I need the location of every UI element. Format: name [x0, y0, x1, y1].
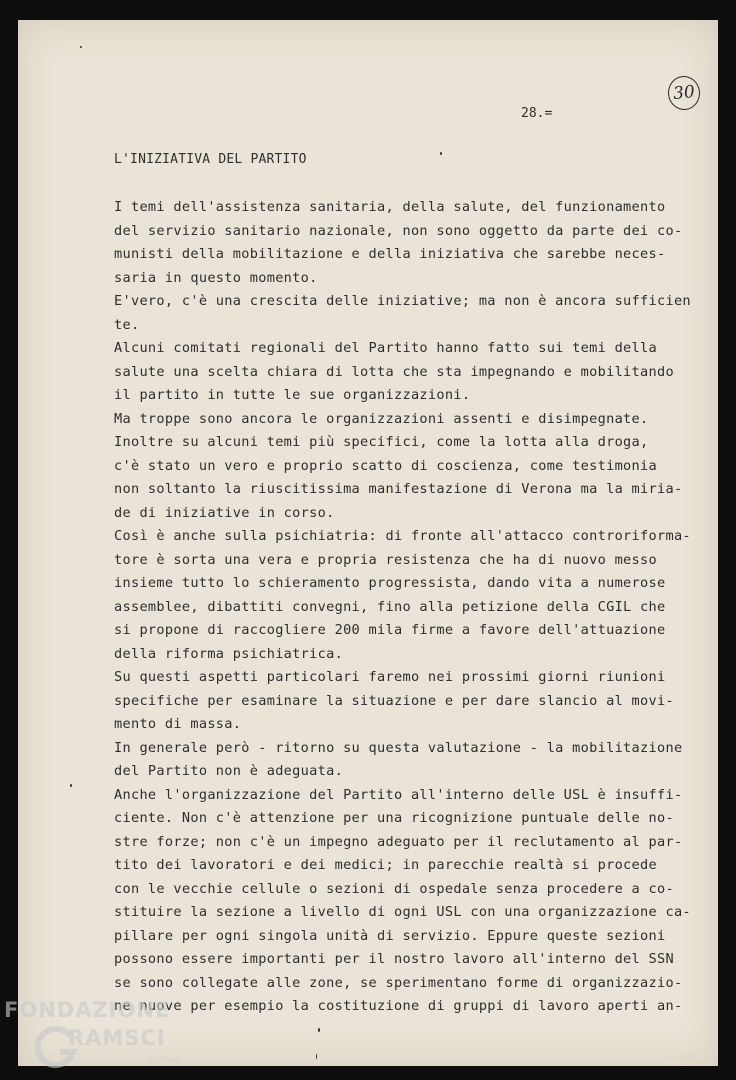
text-line: Anche l'organizzazione del Partito all'interno delle USL è insuffi-: [114, 786, 683, 803]
ink-speck: [440, 152, 442, 155]
text-line: Ma troppe sono ancora le organizzazioni assenti e disimpegnate.: [114, 410, 649, 427]
text-line: specifiche per esaminare la situazione e per dare slancio al movi-: [114, 692, 674, 709]
document-page: [18, 20, 718, 1066]
text-line: possono essere importanti per il nostro lavoro all'interno del SSN: [114, 951, 674, 967]
text-line: si propone di raccogliere 200 mila firme a favore dell'attuazione: [114, 622, 666, 638]
text-line: il partito in tutte le sue organizzazioni.: [114, 387, 471, 403]
text-line: non soltanto la riuscitissima manifestazione di Verona ma la miria-: [114, 481, 683, 497]
fondazione-gramsci-watermark: [4, 998, 194, 1078]
text-line: con le vecchie cellule o sezioni di ospedale senza procedere a co-: [114, 880, 674, 897]
text-line: I temi dell'assistenza sanitaria, della salute, del funzionamento: [114, 199, 666, 215]
text-line: In generale però - ritorno su questa valutazione - la mobilitazione: [114, 739, 683, 756]
text-line: Inoltre su alcuni temi più specifici, come la lotta alla droga,: [114, 434, 649, 450]
text-line: mento di massa.: [114, 716, 242, 732]
text-line: munisti della mobilitazione e della iniziativa che sarebbe neces-: [114, 246, 666, 262]
text-line: Alcuni comitati regionali del Partito hanno fatto sui temi della: [114, 340, 657, 356]
text-line: tito dei lavoratori e dei medici; in parecchie realtà si procede: [114, 857, 657, 873]
text-line: c'è stato un vero e proprio scatto di coscienza, come testimonia: [114, 457, 657, 474]
ink-speck: [70, 784, 72, 787]
section-heading: L'INIZIATIVA DEL PARTITO: [114, 152, 307, 167]
ink-speck: [316, 1054, 317, 1059]
archive-number-stamp: 30: [666, 74, 701, 111]
text-line: stituire la sezione a livello di ogni USL con una organizzazione ca-: [114, 904, 691, 920]
watermark-suffix: onlus: [150, 1056, 180, 1066]
text-line: te.: [114, 316, 140, 333]
page-number: 28.=: [521, 106, 553, 121]
body-text: [114, 196, 694, 1019]
text-line: ne nuove per esempio la costituzione di gruppi di lavoro aperti an-: [114, 998, 683, 1014]
text-line: Su questi aspetti particolari faremo nei prossimi giorni riunioni: [114, 669, 666, 685]
text-line: tore è sorta una vera e propria resistenza che ha di nuovo messo: [114, 551, 657, 568]
text-line: salute una scelta chiara di lotta che sta impegnando e mobilitando: [114, 363, 674, 380]
text-line: saria in questo momento.: [114, 269, 318, 286]
text-line: del Partito non è adeguata.: [114, 763, 344, 779]
text-line: del servizio sanitario nazionale, non sono oggetto da parte dei co-: [114, 222, 683, 239]
text-line: pillare per ogni singola unità di servizio. Eppure queste sezioni: [114, 927, 666, 944]
text-line: stre forze; non c'è un impegno adeguato per il reclutamento al par-: [114, 833, 683, 850]
text-line: della riforma psichiatrica.: [114, 645, 344, 662]
ink-speck: [318, 1028, 320, 1032]
text-line: de di iniziative in corso.: [114, 504, 335, 521]
text-line: Così è anche sulla psichiatria: di fronte all'attacco controriforma-: [114, 528, 691, 544]
text-line: insieme tutto lo schieramento progressista, dando vita a numerose: [114, 575, 666, 591]
watermark-title: FONDAZIONE: [4, 998, 171, 1022]
text-line: assemblee, dibattiti convegni, fino alla petizione della CGIL che: [114, 598, 666, 615]
watermark-subtitle: RAMSCI: [68, 1026, 166, 1050]
text-line: se sono collegate alle zone, se sperimentano forme di organizzazio-: [114, 974, 683, 991]
text-line: ciente. Non c'è attenzione per una ricognizione puntuale delle no-: [114, 810, 674, 826]
text-line: E'vero, c'è una crescita delle iniziative; ma non è ancora sufficien: [114, 293, 691, 309]
ink-speck: [80, 46, 82, 48]
